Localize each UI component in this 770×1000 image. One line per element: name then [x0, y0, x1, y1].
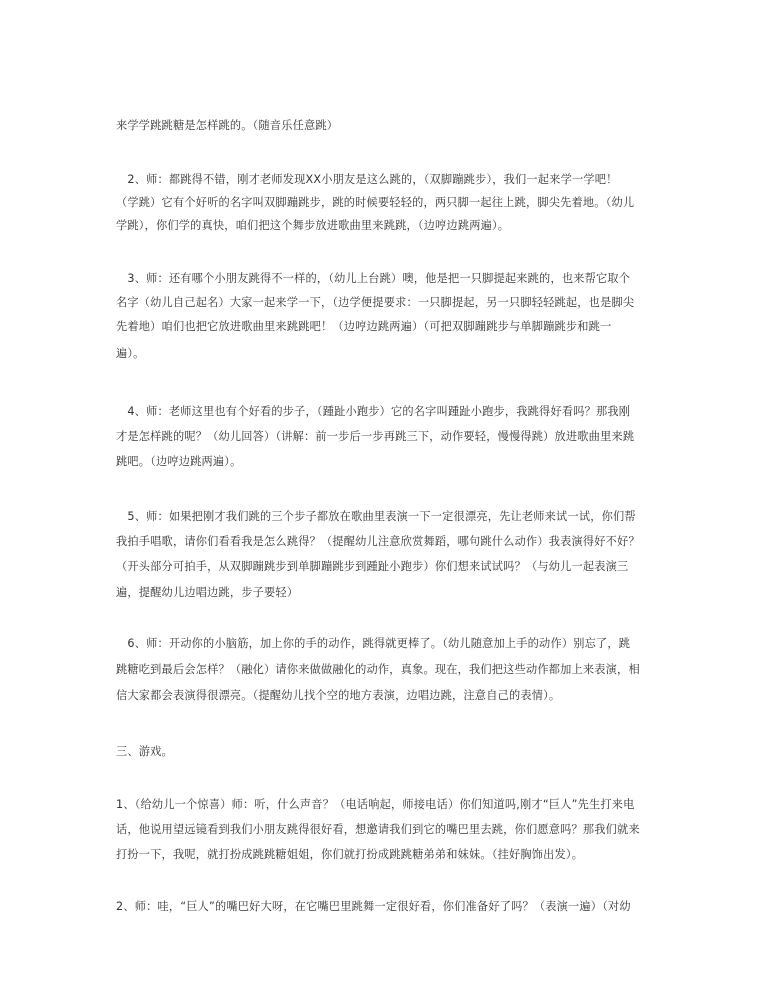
text-line: 我拍手唱歌，请你们看看我是怎么跳得？（提醒幼儿注意欣赏舞蹈，哪句跳什么动作）我表演得好不好？ [116, 535, 640, 548]
text-line: 信大家都会表演得很漂亮。（提醒幼儿找个空的地方表演，边唱边跳，注意自己的表情）。 [116, 689, 561, 702]
text-line: 遍）。 [116, 347, 145, 360]
text-line: 打扮一下，我呢，就打扮成跳跳糖姐姐，你们就打扮成跳跳糖弟弟和妹妹。（挂好胸饰出发）。 [116, 848, 584, 861]
text-line: 2、师：都跳得不错，刚才老师发现XX小朋友是这么跳的，（双脚蹦跳步），我们一起来学一学吧！ [116, 173, 618, 186]
text-line: 6、师：开动你的小脑筋，加上你的手的动作，跳得就更棒了。（幼儿随意加上手的动作）别忘了，跳 [116, 637, 631, 650]
text-line: （学跳）它有个好听的名字叫双脚蹦跳步，跳的时候要轻轻的，两只脚一起往上跳，脚尖先着地。（幼儿 [116, 196, 635, 209]
text-line: （开头部分可拍手，从双脚蹦跳步到单脚蹦跳步到踵趾小跑步）你们想来试试吗？（与幼儿一起表演三 [116, 560, 629, 573]
text-line: 4、师：老师这里也有个好看的步子，（踵趾小跑步）它的名字叫踵趾小跑步，我跳得好看吗？那我刚 [116, 405, 631, 418]
text-line: 来学学跳跳糖是怎样跳的。（随音乐任意跳） [116, 119, 339, 132]
text-line: 跳糖吃到最后会怎样？（融化）请你来做做融化的动作，真象。现在，我们把这些动作都加上来表演，相 [116, 663, 640, 676]
section-heading: 三、游戏。 [116, 745, 173, 758]
text-line: 话，他说用望远镜看到我们小朋友跳得很好看，想邀请我们到它的嘴巴里去跳，你们愿意吗？那我们就来 [116, 823, 640, 836]
text-line: 遍，提醒幼儿边唱边跳，步子要轻） [116, 586, 299, 599]
text-line: 先着地）咱们也把它放进歌曲里来跳跳吧！（边哼边跳两遍）（可把双脚蹦跳步与单脚蹦跳步和跳一 [116, 320, 612, 333]
text-line: 1、（给幼儿一个惊喜）师：听，什么声音？（电话响起，师接电话）你们知道吗,刚才“巨人”先生打来电 [116, 798, 635, 811]
text-line: 5、师：如果把刚才我们跳的三个步子都放在歌曲里表演一下一定很漂亮，先让老师来试一试，你们帮 [116, 510, 636, 523]
text-line: 才是怎样跳的呢？（幼儿回答）（讲解：前一步后一步再跳三下，动作要轻，慢慢得跳）放进歌曲里来跳 [116, 430, 635, 443]
text-line: 跳吧。（边哼边跳两遍）。 [116, 455, 242, 468]
text-line: 2、师：哇，“巨人”的嘴巴好大呀，在它嘴巴里跳舞一定很好看，你们准备好了吗？（表演一遍）（对幼 [116, 900, 631, 913]
text-line: 3、师：还有哪个小朋友跳得不一样的，（幼儿上台跳）噢，他是把一只脚提起来跳的，也来帮它取个 [116, 272, 631, 285]
text-line: 学跳），你们学的真快，咱们把这个舞步放进歌曲里来跳跳，（边哼边跳两遍）。 [116, 219, 510, 232]
text-line: 名字（幼儿自己起名）大家一起来学一下，（边学便提要求：一只脚提起，另一只脚轻轻跳起，也是脚尖 [116, 296, 635, 309]
